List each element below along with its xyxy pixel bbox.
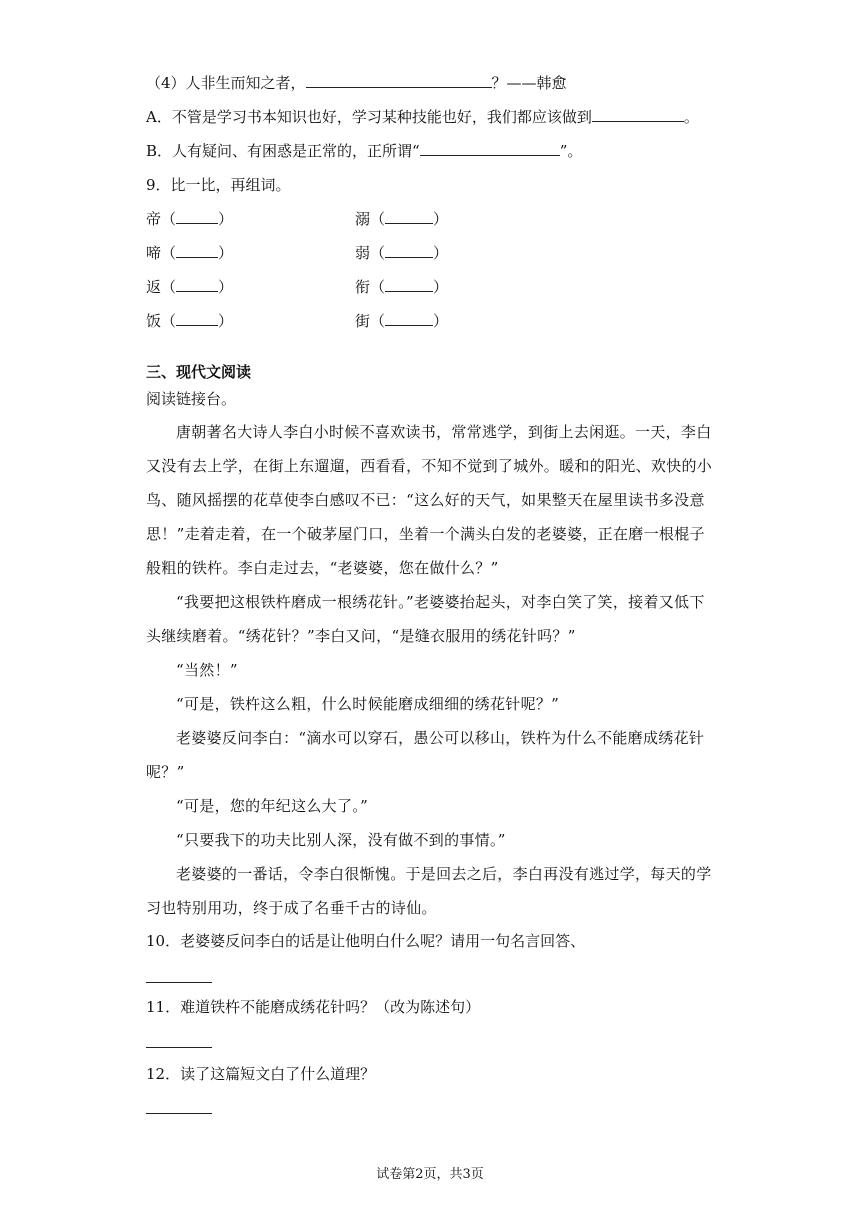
q8-sub4-prefix: （4）人非生而知之者， [146,74,306,92]
q9-left-char: 返（ [146,278,177,296]
q9-right-char: 街（ [355,312,386,330]
q8-sub4 [146,73,567,93]
reading-intro: 阅读链接台。 [146,390,237,408]
q9-answer-blank[interactable] [385,243,433,258]
passage-text: 老婆婆反问李白：“滴水可以穿石，愚公可以移山，铁杵为什么不能磨成绣花针呢？” [146,729,705,781]
passage-text: 唐朝著名大诗人李白小时候不喜欢读书，常常逃学，到街上去闲逛。一天，李白又没有去上学，在街上东遛遛，西看看，不知不觉到了城外。暖和的阳光、欢快的小鸟、随风摇摆的花草使李白感叹不已：“这么好的天气，如果整天在屋里读书多没意思！”走着走着，在一个破茅屋门口，坐着一个满头白发的老婆婆，正在磨一根棍子般粗的铁杵。李白走过去，“老婆婆，您在做什么？” [146,423,713,577]
q8-sub4-blank[interactable] [306,73,492,88]
passage-text: “只要我下的功夫比别人深，没有做不到的事情。” [176,831,506,849]
answer-line-10[interactable] [146,982,212,983]
q9-right-item [355,277,448,297]
page-footer: 试卷第2页，共3页 [376,1167,484,1182]
q9-close-paren: ） [218,244,234,262]
q9-answer-blank[interactable] [176,311,218,326]
question-11: 11．难道铁杵不能磨成绣花针吗？（改为陈述句） [146,998,481,1016]
passage-paragraph [146,721,716,789]
q9-answer-blank[interactable] [176,243,218,258]
passage-text: “可是，铁杵这么粗，什么时候能磨成细细的绣花针呢？” [176,695,560,713]
q9-left-item [146,311,233,331]
answer-line-12[interactable] [146,1113,212,1114]
q8-option-a-end: 。 [683,108,699,126]
passage-paragraph [146,415,716,585]
passage-paragraph [146,857,716,925]
question-10: 10．老婆婆反问李白的话是让他明白什么呢？请用一句名言回答、 [146,932,586,950]
q8-option-a-text: A．不管是学习书本知识也好，学习某种技能也好，我们都应该做到 [146,108,592,126]
question-12: 12．读了这篇短文白了什么道理？ [146,1065,376,1083]
q9-answer-blank[interactable] [385,209,433,224]
q8-option-a [146,107,699,127]
q9-answer-blank[interactable] [385,277,433,292]
q9-right-char: 溺（ [355,210,386,228]
q9-answer-blank[interactable] [385,311,433,326]
q9-left-char: 饭（ [146,312,177,330]
passage-paragraph [146,687,716,721]
q9-close-paren: ） [218,210,234,228]
passage-paragraph [146,585,716,653]
q9-left-item [146,209,233,229]
q9-left-item [146,277,233,297]
q9-right-char: 弱（ [355,244,386,262]
q9-close-paren: ） [433,244,449,262]
answer-line-11[interactable] [146,1047,212,1048]
q9-close-paren: ） [433,278,449,296]
q8-sub4-suffix: ？——韩愈 [491,74,567,92]
q9-right-char: 衔（ [355,278,386,296]
q9-title: 9．比一比，再组词。 [146,176,291,194]
passage-text: “当然！” [176,661,238,679]
passage-text: “我要把这根铁杵磨成一根绣花针。”老婆婆抬起头，对李白笑了笑，接着又低下头继续磨着。“绣花针？”李白又问，“是缝衣服用的绣花针吗？” [146,593,705,645]
q8-option-b [146,141,582,161]
q9-right-item [355,311,448,331]
q9-left-char: 啼（ [146,244,177,262]
section-heading: 三、现代文阅读 [146,363,252,381]
q9-answer-blank[interactable] [176,277,218,292]
passage-text: “可是，您的年纪这么大了。” [176,797,369,815]
q9-right-item [355,209,448,229]
passage-paragraph [146,789,716,823]
passage-paragraph [146,823,716,857]
q8-option-b-end: ”。 [559,142,583,160]
q9-right-item [355,243,448,263]
q9-left-char: 帝（ [146,210,177,228]
passage-paragraph [146,653,716,687]
passage-text: 老婆婆的一番话，令李白很惭愧。于是回去之后，李白再没有逃过学，每天的学习也特别用功，终于成了名垂千古的诗仙。 [146,865,712,917]
q9-close-paren: ） [218,278,234,296]
q9-close-paren: ） [218,312,234,330]
q9-close-paren: ） [433,210,449,228]
q9-close-paren: ） [433,312,449,330]
q8-option-a-blank[interactable] [592,107,684,122]
q8-option-b-blank[interactable] [420,141,560,156]
q9-left-item [146,243,233,263]
q9-answer-blank[interactable] [176,209,218,224]
q8-option-b-text: B．人有疑问、有困惑是正常的，正所谓“ [146,142,420,160]
